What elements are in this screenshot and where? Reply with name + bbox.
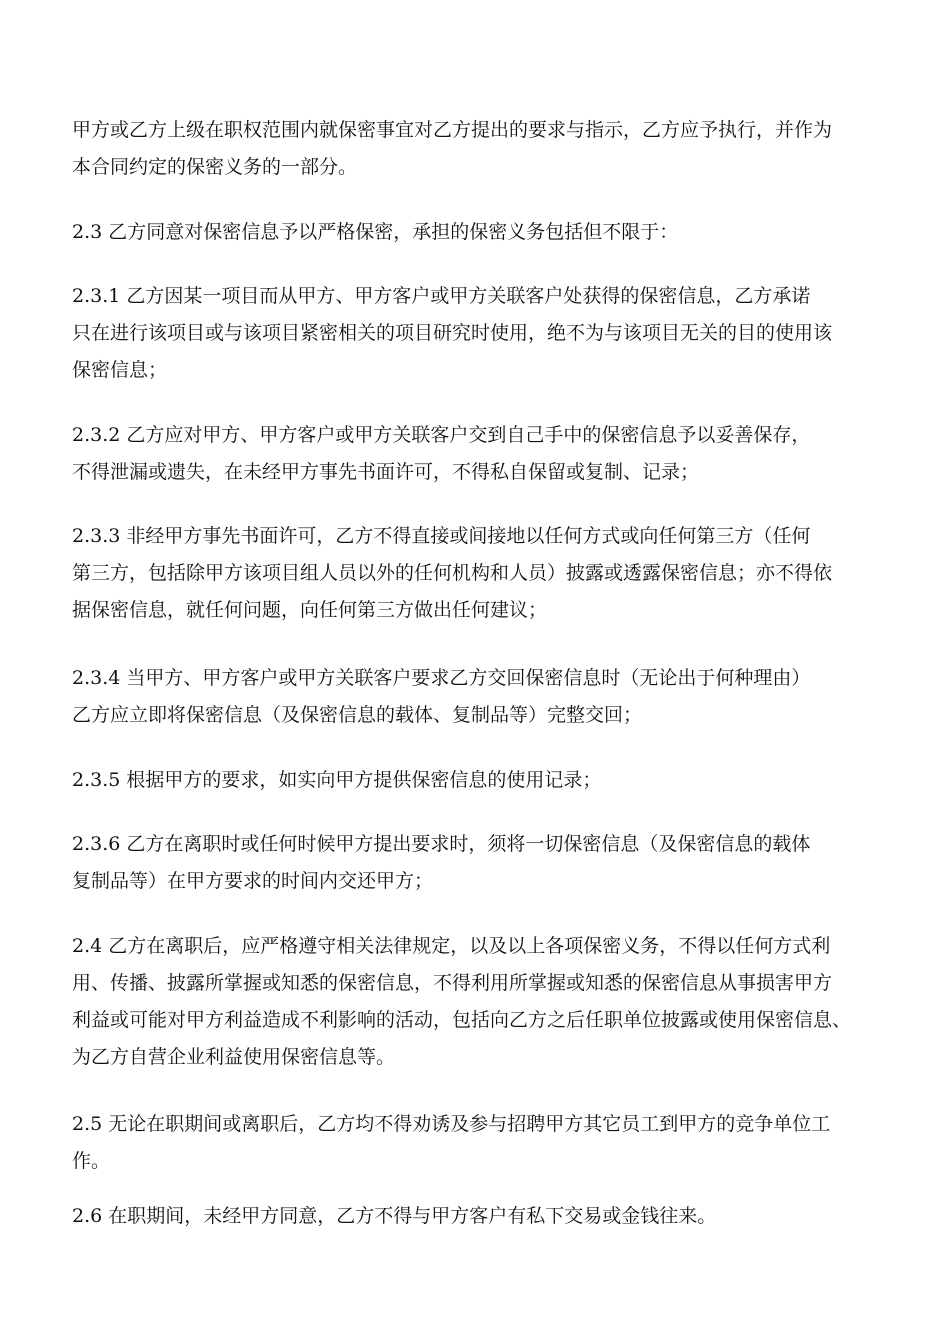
- text-line: 2.3.6 乙方在离职时或任何时候甲方提出要求时，须将一切保密信息（及保密信息的载体: [72, 833, 811, 855]
- text-line: 第三方，包括除甲方该项目组人员以外的任何机构和人员）披露或透露保密信息；亦不得依: [72, 562, 833, 584]
- text-line: 复制品等）在甲方要求的时间内交还甲方；: [72, 870, 434, 892]
- paragraph-2-3-5: [72, 762, 884, 799]
- text-line: 2.3.3 非经甲方事先书面许可，乙方不得直接或间接地以任何方式或向任何第三方（任何: [72, 525, 811, 547]
- paragraph-intro: [72, 112, 884, 186]
- paragraph-2-4: [72, 928, 884, 1076]
- text-line: 作。: [72, 1150, 111, 1172]
- paragraph-2-3-4: [72, 660, 884, 734]
- text-line: 不得泄漏或遗失，在未经甲方事先书面许可，不得私自保留或复制、记录；: [72, 461, 700, 483]
- text-line: 2.3.5 根据甲方的要求，如实向甲方提供保密信息的使用记录；: [72, 769, 602, 791]
- text-line: 2.3.2 乙方应对甲方、甲方客户或甲方关联客户交到自己手中的保密信息予以妥善保存，: [72, 424, 811, 446]
- text-line: 甲方或乙方上级在职权范围内就保密事宜对乙方提出的要求与指示，乙方应予执行，并作为: [72, 119, 833, 141]
- text-line: 只在进行该项目或与该项目紧密相关的项目研究时使用，绝不为与该项目无关的目的使用该: [72, 322, 833, 344]
- paragraph-2-3-6: [72, 826, 884, 900]
- text-line: 2.3 乙方同意对保密信息予以严格保密，承担的保密义务包括但不限于：: [72, 221, 679, 243]
- text-line: 2.3.4 当甲方、甲方客户或甲方关联客户要求乙方交回保密信息时（无论出于何种理由）: [72, 667, 811, 689]
- paragraph-2-3-3: [72, 518, 884, 629]
- text-line: 2.3.1 乙方因某一项目而从甲方、甲方客户或甲方关联客户处获得的保密信息，乙方承诺: [72, 285, 811, 307]
- text-line: 乙方应立即将保密信息（及保密信息的载体、复制品等）完整交回；: [72, 704, 643, 726]
- text-line: 用、传播、披露所掌握或知悉的保密信息，不得利用所掌握或知悉的保密信息从事损害甲方: [72, 972, 833, 994]
- paragraph-2-6: [72, 1198, 884, 1235]
- text-line: 本合同约定的保密义务的一部分。: [72, 156, 358, 178]
- paragraph-2-3-2: [72, 417, 884, 491]
- text-line: 2.5 无论在职期间或离职后，乙方均不得劝诱及参与招聘甲方其它员工到甲方的竞争单位工: [72, 1113, 831, 1135]
- paragraph-2-3: [72, 214, 884, 251]
- text-line: 保密信息；: [72, 359, 168, 381]
- paragraph-2-3-1: [72, 278, 884, 389]
- text-line: 2.4 乙方在离职后，应严格遵守相关法律规定，以及以上各项保密义务，不得以任何方式利: [72, 935, 831, 957]
- text-line: 据保密信息，就任何问题，向任何第三方做出任何建议；: [72, 599, 548, 621]
- paragraph-2-5: [72, 1106, 884, 1180]
- text-line: 利益或可能对甲方利益造成不利影响的活动，包括向乙方之后任职单位披露或使用保密信息、: [72, 1009, 852, 1031]
- text-line: 2.6 在职期间，未经甲方同意，乙方不得与甲方客户有私下交易或金钱往来。: [72, 1205, 717, 1227]
- text-line: 为乙方自营企业利益使用保密信息等。: [72, 1046, 396, 1068]
